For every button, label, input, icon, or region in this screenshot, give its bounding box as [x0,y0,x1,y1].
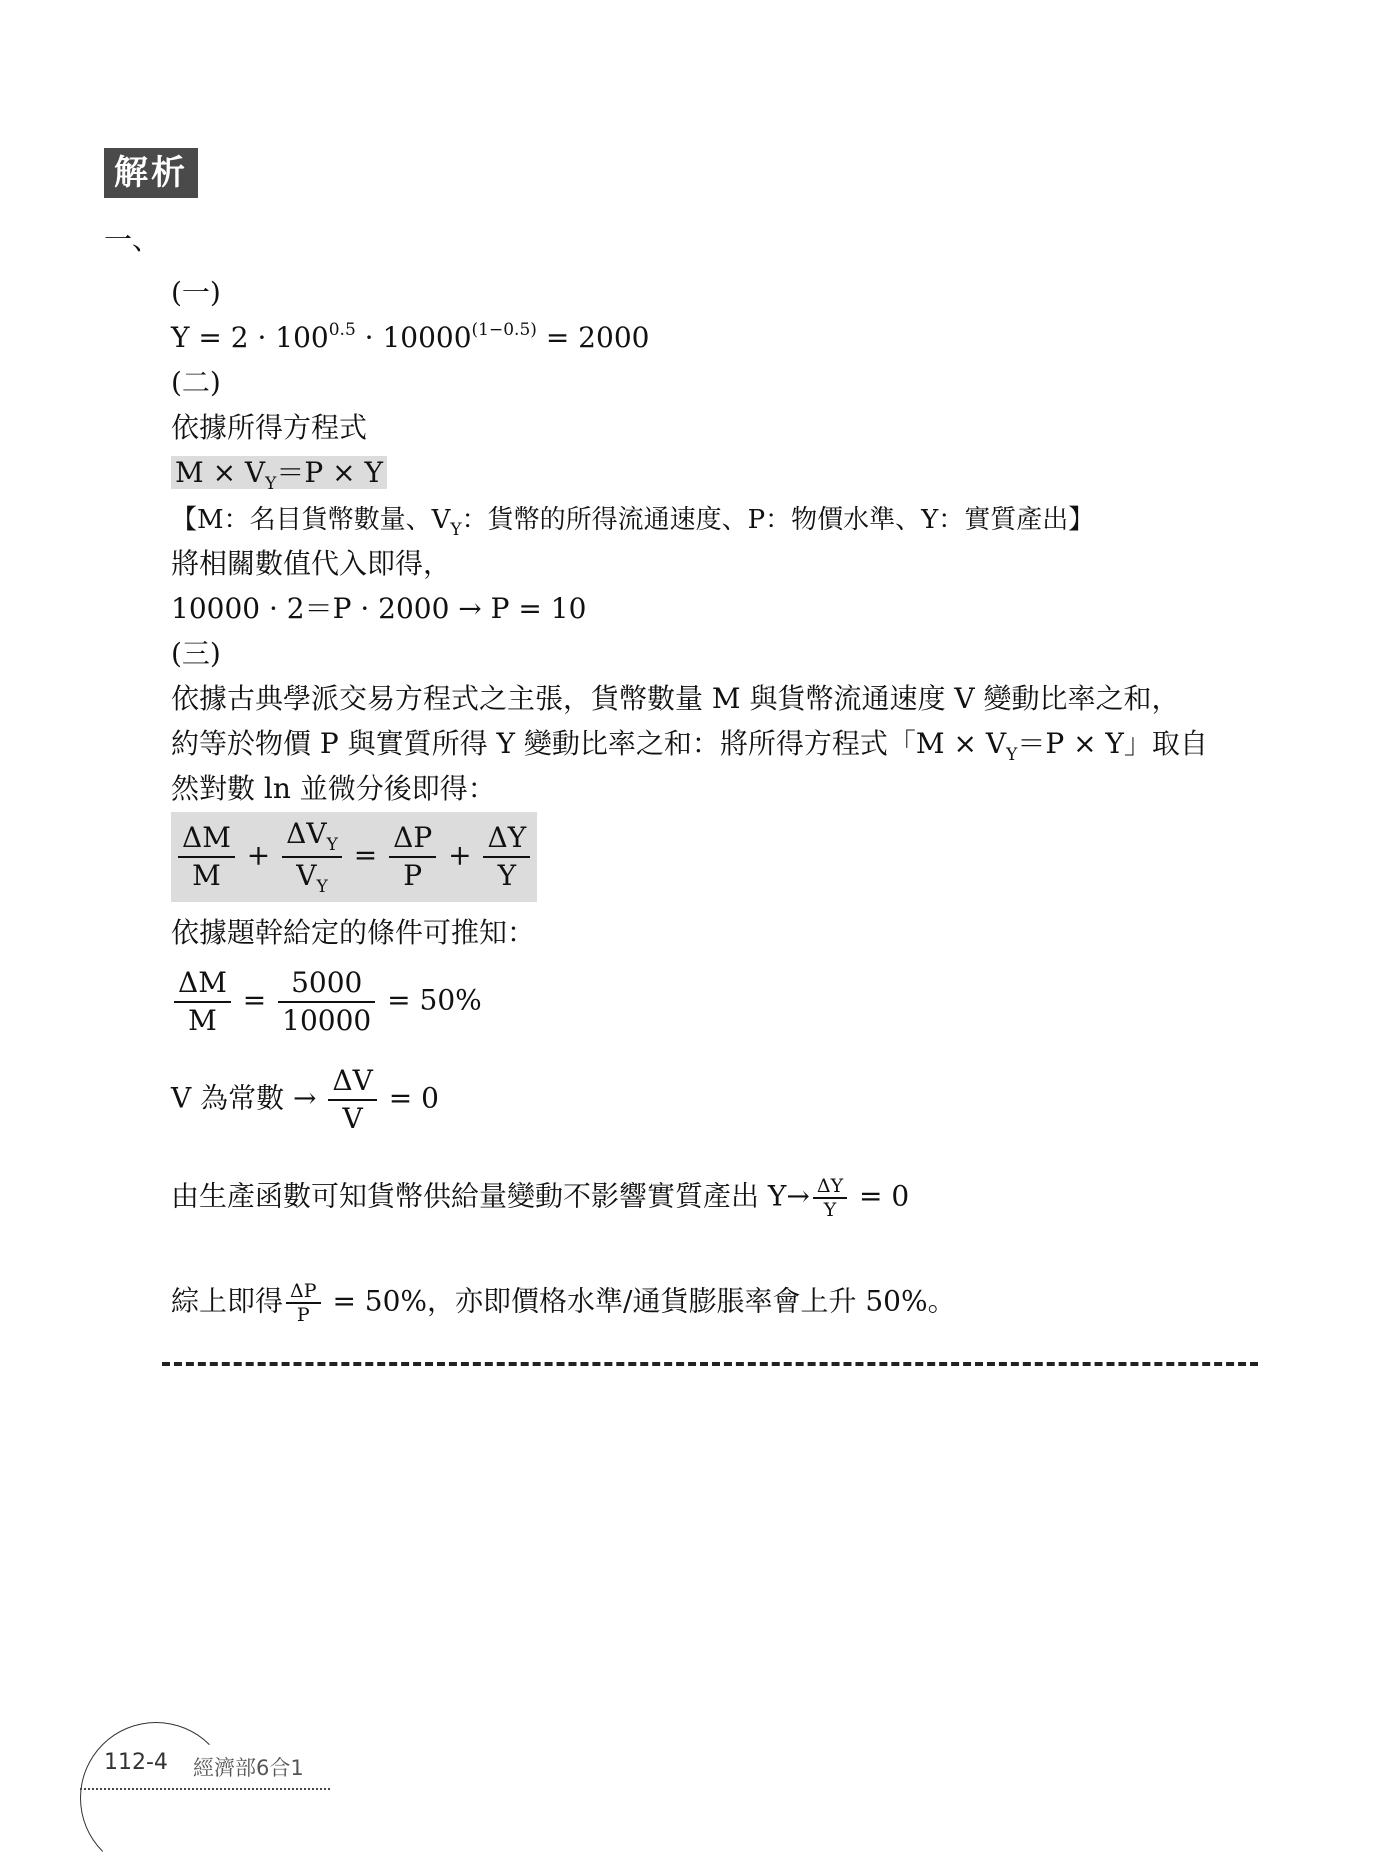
part2-intro: 依據所得方程式 [171,411,368,444]
growth-rate-equation: $\frac{\Delta M}{M}$ + $\frac{\Delta V_Y}{V_Y}$ = $\frac{\Delta P}{P}$ + $\frac{\Delta Y}{Y}$ [171,812,537,902]
output-equation: 由生產函數可知貨幣供給量變動不影響實質產出 Y→ $\frac{\Delta Y}{Y}$ = 0 [171,1175,910,1221]
part1-equation: $Y = 2 \cdot 100^{0.5} \cdot 10000^{(1-0.5)} = 2000$ [171,320,650,354]
substitution-text: 將相關數值代入即得， [171,547,452,580]
section-divider [162,1362,1258,1366]
part2-label: (二) [171,366,221,399]
footer-arc [80,1722,232,1874]
income-equation: $M \times V_Y=P \times Y$ [171,455,387,495]
part1-label: (一) [171,276,221,309]
book-title: 經濟部6合1 [193,1756,304,1780]
part3-paragraph-line3: 然對數 ln 並微分後即得： [171,772,496,805]
footer-dotted-rule [80,1788,330,1790]
money-growth-equation: $\frac{\Delta M}{M}$ = $\frac{5000}{10000}$ = 50% [171,965,482,1039]
page-number: 112-4 [104,1750,168,1775]
part3-paragraph-line1: 依據古典學派交易方程式之主張，貨幣數量 M 與貨幣流通速度 V 變動比率之和， [171,682,1180,715]
variable-definitions: 【M：名目貨幣數量、$V_Y$：貨幣的所得流通速度、P：物價水準、Y：實質產出】 [171,505,1095,540]
substitution-equation: 10000 · 2＝P · 2000 → P = 10 [171,592,587,625]
part3-label: (三) [171,637,221,670]
question-number: 一、 [104,223,161,256]
conclusion-line: 綜上即得 $\frac{\Delta P}{P}$ = 50%，亦即價格水準/通貨膨脹率會上升 50%。 [171,1280,956,1326]
given-conditions-text: 依據題幹給定的條件可推知： [171,916,536,949]
section-title: 解析 [104,148,198,198]
part3-paragraph-line2: 約等於物價 P 與實質所得 Y 變動比率之和：將所得方程式「$M \times V_Y=P \times Y$」取自 [171,727,1208,765]
velocity-equation: V 為常數 → $\frac{\Delta V}{V}$ = 0 [171,1064,439,1135]
